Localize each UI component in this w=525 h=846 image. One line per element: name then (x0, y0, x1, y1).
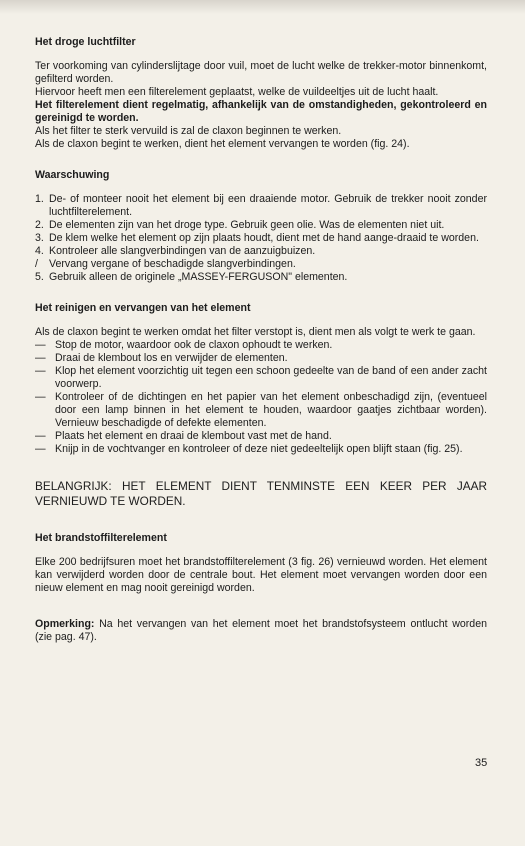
air-filter-paragraph-4: Als de claxon begint te werken, dient het element vervangen te worden (fig. 24). (35, 138, 410, 150)
air-filter-paragraph-2: Hiervoor heeft men een filterelement geplaatst, welke de vuildeeltjes uit de lucht haalt. (35, 86, 439, 98)
list-item-text: Plaats het element en draai de klembout vast met de hand. (55, 430, 332, 442)
list-item-text: Vervang vergane of beschadigde slangverbindingen. (49, 258, 296, 270)
list-marker: — (35, 391, 46, 403)
list-item-text: Draai de klembout los en verwijder de elementen. (55, 352, 288, 364)
list-item-text: Stop de motor, waardoor ook de claxon ophoudt te werken. (55, 339, 333, 351)
list-item (35, 339, 487, 352)
remark-text: Na het vervangen van het element moet het brandstofsysteem ontlucht worden (zie pag. 47). (35, 618, 487, 643)
list-item (35, 365, 487, 391)
page-number: 35 (475, 757, 488, 769)
list-marker: — (35, 443, 46, 455)
list-item (35, 193, 487, 219)
air-filter-paragraph-1: Ter voorkoming van cylinderslijtage door vuil, moet de lucht welke de trekker-motor binnenkomt, gefilterd worden. (35, 60, 487, 85)
list-marker: / (35, 258, 38, 270)
list-marker: 1. (35, 193, 44, 205)
list-item (35, 258, 487, 271)
list-item-text: De klem welke het element op zijn plaats houdt, dient met de hand aange-draaid te worden. (49, 232, 479, 244)
air-filter-paragraph-bold: Het filterelement dient regelmatig, afhankelijk van de omstandigheden, gekontroleerd en gereinigd te worden. (35, 99, 487, 124)
air-filter-heading: Het droge luchtfilter (35, 36, 136, 48)
list-item-text: De elementen zijn van het droge type. Gebruik geen olie. Was de elementen niet uit. (49, 219, 445, 231)
list-item (35, 391, 487, 430)
remark-label: Opmerking: (35, 618, 95, 630)
list-item-text: De- of monteer nooit het element bij een draaiende motor. Gebruik de trekker nooit zonder luchtfilterelement. (49, 193, 487, 218)
list-item-text: Kontroleer of de dichtingen en het papier van het element onbeschadigd zijn, (eventueel door een lamp binnen in het element te houden, waardoor gaatjes zichtbaar worden). Vernieuw beschadigde of defekte elementen. (55, 391, 487, 429)
cleaning-heading: Het reinigen en vervangen van het element (35, 302, 251, 314)
scan-edge-shadow (0, 0, 525, 14)
page-content (35, 36, 487, 644)
list-item-text: Kontroleer alle slangverbindingen van de aanzuigbuizen. (49, 245, 316, 257)
list-item (35, 232, 487, 245)
list-marker: — (35, 339, 46, 351)
list-item (35, 430, 487, 443)
list-item (35, 271, 487, 284)
important-notice: BELANGRIJK: HET ELEMENT DIENT TENMINSTE EEN KEER PER JAAR VERNIEUWD TE WORDEN. (35, 479, 487, 508)
list-marker: 5. (35, 271, 44, 283)
air-filter-paragraph-3: Als het filter te sterk vervuild is zal de claxon beginnen te werken. (35, 125, 342, 137)
list-marker: 3. (35, 232, 44, 244)
list-item-text: Knijp in de vochtvanger en kontroleer of deze niet gedeeltelijk open blijft staan (fig. 25). (55, 443, 463, 455)
list-marker: 4. (35, 245, 44, 257)
warning-list (35, 193, 487, 284)
list-item-text: Klop het element voorzichtig uit tegen een schoon gedeelte van de band of een ander zacht voorwerp. (55, 365, 487, 390)
fuel-filter-heading: Het brandstoffilterelement (35, 532, 167, 544)
list-item (35, 352, 487, 365)
list-item (35, 443, 487, 456)
warning-heading: Waarschuwing (35, 169, 110, 181)
list-marker: — (35, 352, 46, 364)
list-marker: 2. (35, 219, 44, 231)
cleaning-steps-list (35, 339, 487, 456)
list-marker: — (35, 430, 46, 442)
list-item-text: Gebruik alleen de originele „MASSEY-FERGUSON" elementen. (49, 271, 348, 283)
remark-paragraph (35, 618, 487, 644)
list-item (35, 245, 487, 258)
list-marker: — (35, 365, 46, 377)
cleaning-intro: Als de claxon begint te werken omdat het filter verstopt is, dient men als volgt te werk te gaan. (35, 326, 476, 338)
fuel-filter-paragraph: Elke 200 bedrijfsuren moet het brandstoffilterelement (3 fig. 26) vernieuwd worden. Het element kan verwijderd worden door de centrale bout. Het element moet vervangen worden door een nieuw element en mag nooit gereinigd worden. (35, 556, 487, 594)
list-item (35, 219, 487, 232)
